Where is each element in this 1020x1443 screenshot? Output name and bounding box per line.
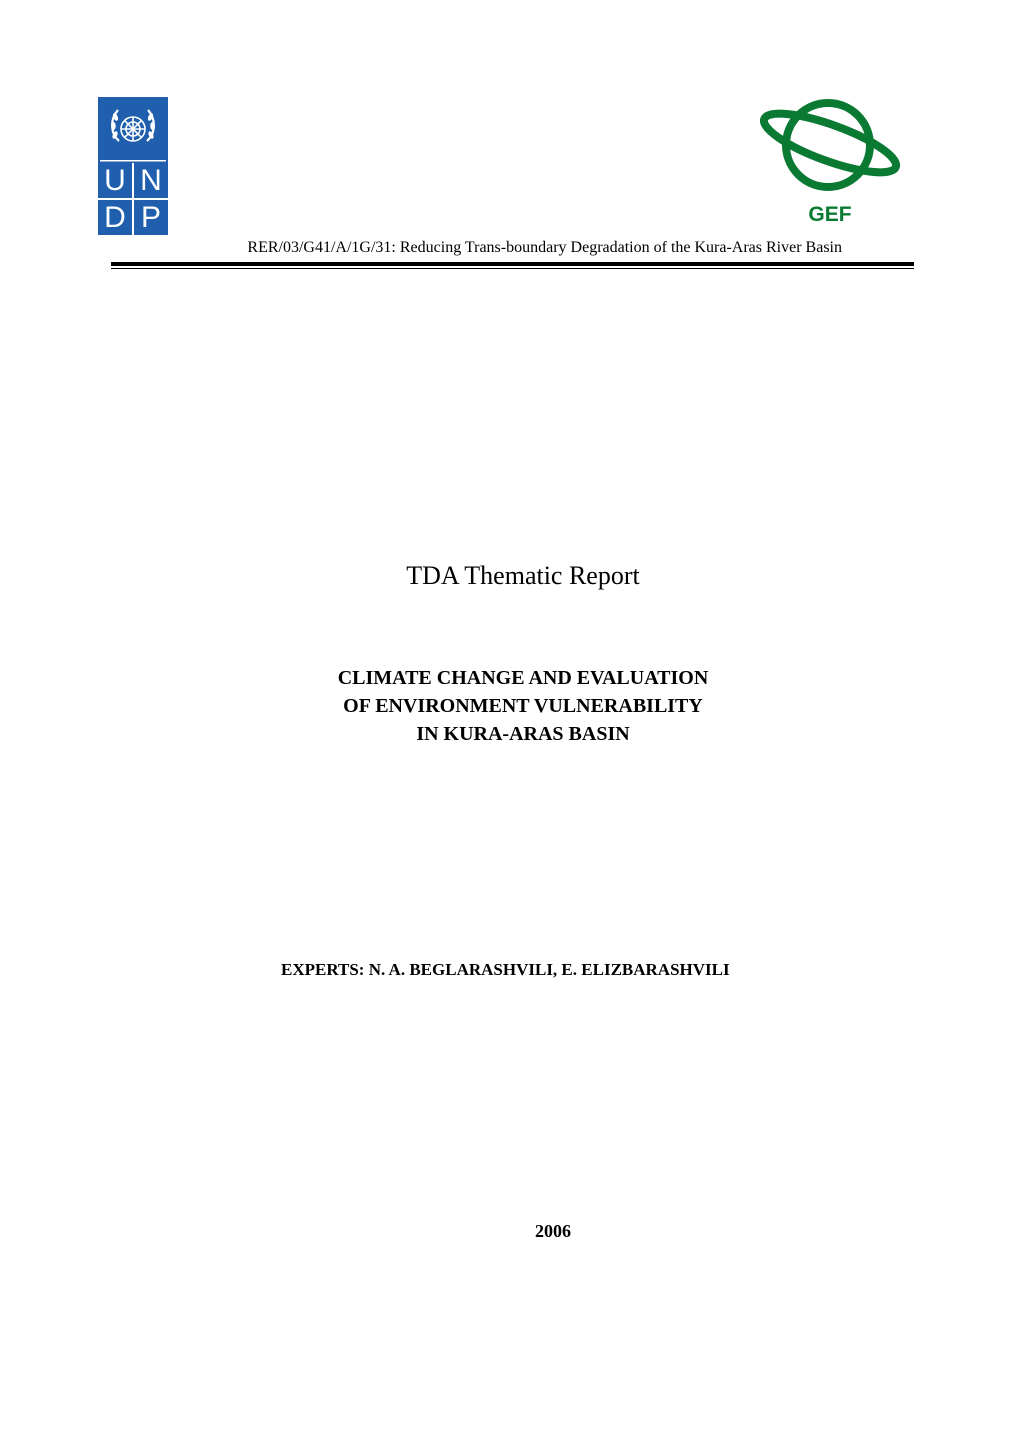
header-divider bbox=[111, 262, 914, 266]
experts-line: EXPERTS: N. A. BEGLARASHVILI, E. ELIZBARASHVILI bbox=[281, 960, 730, 979]
report-title: TDA Thematic Report bbox=[406, 561, 640, 590]
subject-line: IN KURA-ARAS BASIN bbox=[416, 723, 630, 745]
subject-line: CLIMATE CHANGE AND EVALUATION bbox=[337, 667, 709, 689]
un-emblem-icon bbox=[98, 97, 168, 163]
report-subject bbox=[0, 664, 1020, 748]
undp-letter-grid bbox=[98, 163, 168, 235]
undp-letter: D bbox=[104, 201, 126, 234]
header-divider-thin bbox=[111, 268, 914, 269]
undp-letter: P bbox=[140, 201, 161, 234]
gef-wordmark: GEF bbox=[808, 203, 852, 225]
gef-logo bbox=[758, 95, 903, 225]
subject-line: OF ENVIRONMENT VULNERABILITY bbox=[343, 695, 703, 717]
undp-letter: U bbox=[104, 164, 126, 197]
undp-letter: N bbox=[140, 164, 162, 197]
publication-year: 2006 bbox=[535, 1221, 571, 1241]
project-reference: RER/03/G41/A/1G/31: Reducing Trans-boundary Degradation of the Kura-Aras River Basin bbox=[247, 239, 842, 256]
undp-logo bbox=[98, 97, 168, 235]
gef-orbit-icon bbox=[758, 102, 902, 184]
